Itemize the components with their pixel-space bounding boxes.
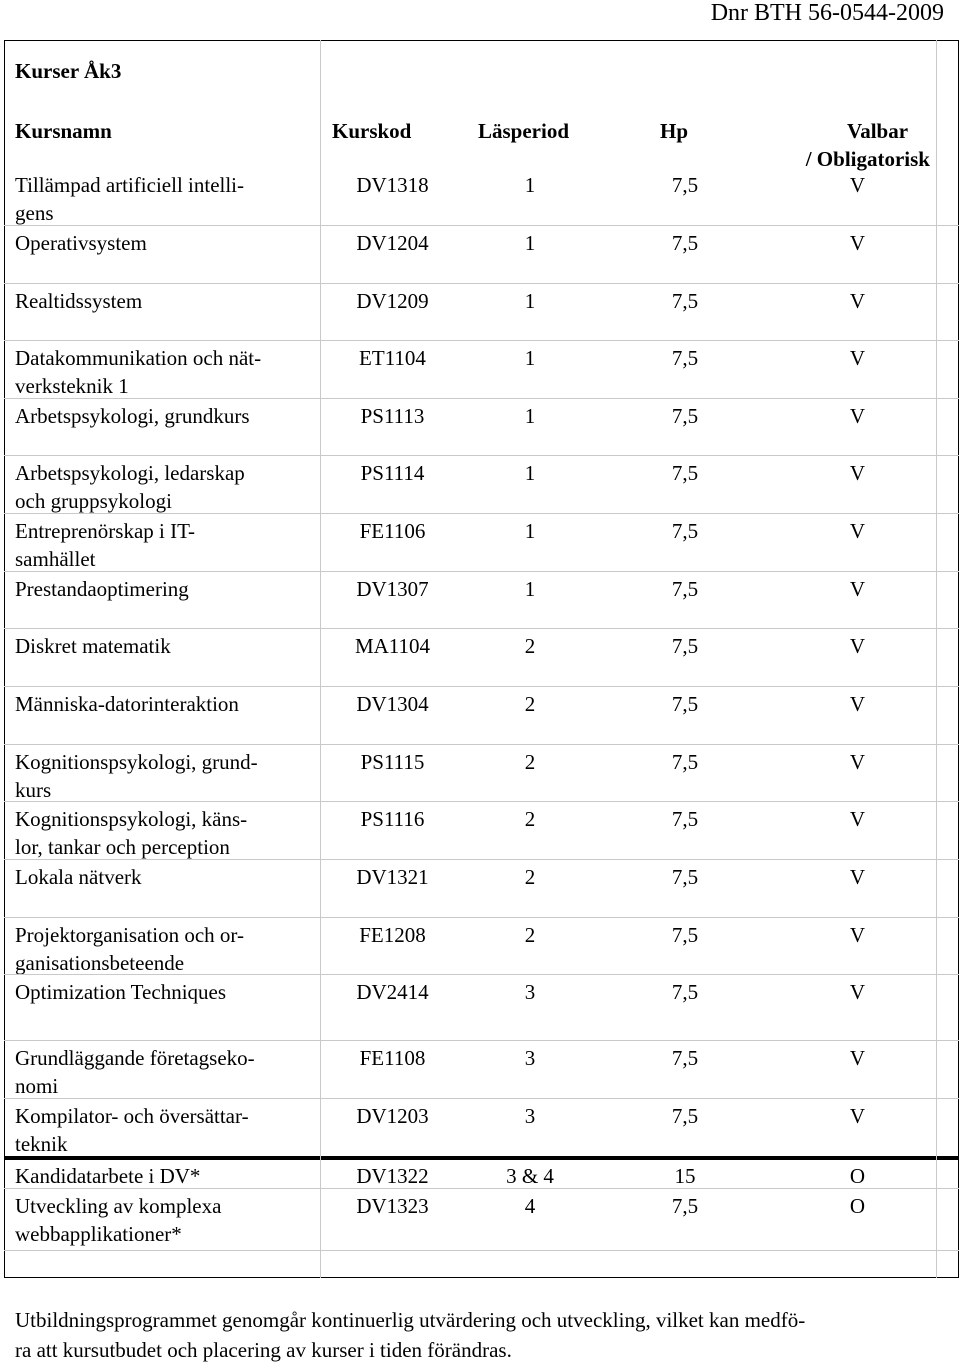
period-cell: 2 (524, 923, 536, 947)
course-name-cell: Optimization Techniques (15, 980, 227, 1004)
period-cell: 4 (524, 1194, 536, 1218)
table-title: Kurser Åk3 (15, 59, 122, 83)
hp-cell: 7,5 (671, 865, 699, 889)
hp-cell: 7,5 (671, 231, 699, 255)
hp-cell: 7,5 (671, 346, 699, 370)
hp-cell: 7,5 (671, 289, 699, 313)
row-divider (4, 513, 959, 514)
course-name-cell: Realtidssystem (15, 289, 143, 313)
type-cell: V (849, 692, 866, 716)
course-code-cell: ET1104 (359, 346, 426, 370)
type-cell: V (849, 1046, 866, 1070)
course-name-cell: Diskret matematik (15, 634, 171, 658)
course-name-cell: Operativsystem (15, 231, 147, 255)
column-header-type-line2: / Obligatorisk (805, 147, 930, 171)
row-divider (4, 1098, 959, 1099)
course-name-cell: Datakommunikation och nät- verksteknik 1 (15, 346, 262, 398)
period-cell: 1 (524, 173, 536, 197)
course-name-cell: Entreprenörskap i IT- samhället (15, 519, 195, 571)
column-header-code: Kurskod (332, 119, 412, 143)
type-cell: V (849, 173, 866, 197)
course-name-cell: Prestandaoptimering (15, 577, 189, 601)
hp-cell: 7,5 (671, 807, 699, 831)
course-name-cell: Projektorganisation och or- ganisationsbeteende (15, 923, 244, 975)
type-cell: V (849, 461, 866, 485)
period-cell: 3 (524, 1046, 536, 1070)
period-cell: 2 (524, 807, 536, 831)
type-cell: O (849, 1164, 866, 1188)
hp-cell: 15 (674, 1164, 696, 1188)
period-cell: 2 (524, 634, 536, 658)
hp-cell: 7,5 (671, 692, 699, 716)
course-code-cell: MA1104 (354, 634, 431, 658)
row-divider (4, 801, 959, 802)
course-name-cell: Kognitionspsykologi, käns- lor, tankar och perception (15, 807, 248, 859)
course-name-cell: Tillämpad artificiell intelli- gens (15, 173, 245, 225)
row-divider (4, 1188, 959, 1189)
course-code-cell: PS1114 (360, 461, 425, 485)
period-cell: 2 (524, 750, 536, 774)
type-cell: V (849, 346, 866, 370)
type-cell: V (849, 231, 866, 255)
type-cell: V (849, 289, 866, 313)
hp-cell: 7,5 (671, 461, 699, 485)
period-cell: 2 (524, 692, 536, 716)
type-cell: V (849, 865, 866, 889)
row-divider (4, 628, 959, 629)
period-cell: 1 (524, 461, 536, 485)
footer-note: Utbildningsprogrammet genomgår kontinuerlig utvärdering och utveckling, vilket kan medfö- ra att kursutbudet och placering av kurser i tiden förändras. (15, 1308, 806, 1362)
type-cell: V (849, 923, 866, 947)
column-divider (936, 40, 937, 1278)
course-code-cell: FE1106 (359, 519, 426, 543)
row-divider (4, 1040, 959, 1041)
course-name-cell: Människa-datorinteraktion (15, 692, 239, 716)
period-cell: 1 (524, 231, 536, 255)
row-divider (4, 398, 959, 399)
type-cell: V (849, 634, 866, 658)
course-name-cell: Kompilator- och översättar- teknik (15, 1104, 249, 1156)
row-divider (4, 340, 959, 341)
period-cell: 3 (524, 1104, 536, 1128)
column-header-period: Läsperiod (478, 119, 570, 143)
column-header-hp: Hp (660, 119, 689, 143)
course-code-cell: FE1108 (359, 1046, 426, 1070)
course-name-cell: Utveckling av komplexa webbapplikationer* (15, 1194, 222, 1246)
column-header-type-line1: Valbar (846, 119, 909, 143)
row-divider (4, 1250, 959, 1251)
hp-cell: 7,5 (671, 750, 699, 774)
row-divider (4, 917, 959, 918)
type-cell: O (849, 1194, 866, 1218)
course-code-cell: PS1113 (360, 404, 425, 428)
period-cell: 1 (524, 577, 536, 601)
hp-cell: 7,5 (671, 404, 699, 428)
hp-cell: 7,5 (671, 980, 699, 1004)
type-cell: V (849, 577, 866, 601)
course-code-cell: DV1323 (356, 1194, 429, 1218)
course-code-cell: DV1318 (356, 173, 429, 197)
row-divider (4, 744, 959, 745)
row-divider (4, 455, 959, 456)
period-cell: 1 (524, 404, 536, 428)
course-code-cell: PS1115 (360, 750, 425, 774)
row-divider (4, 571, 959, 572)
course-code-cell: FE1208 (359, 923, 426, 947)
course-code-cell: DV1304 (356, 692, 429, 716)
type-cell: V (849, 807, 866, 831)
course-name-cell: Grundläggande företagseko- nomi (15, 1046, 255, 1098)
row-divider (4, 859, 959, 860)
period-cell: 1 (524, 289, 536, 313)
type-cell: V (849, 519, 866, 543)
hp-cell: 7,5 (671, 519, 699, 543)
course-code-cell: DV1204 (356, 231, 429, 255)
type-cell: V (849, 980, 866, 1004)
type-cell: V (849, 1104, 866, 1128)
row-divider (4, 1156, 959, 1160)
row-divider (4, 283, 959, 284)
hp-cell: 7,5 (671, 173, 699, 197)
course-code-cell: DV1321 (356, 865, 429, 889)
course-code-cell: DV1209 (356, 289, 429, 313)
course-code-cell: DV1322 (356, 1164, 429, 1188)
course-code-cell: PS1116 (360, 807, 425, 831)
course-name-cell: Lokala nätverk (15, 865, 142, 889)
period-cell: 1 (524, 519, 536, 543)
hp-cell: 7,5 (671, 1104, 699, 1128)
course-code-cell: DV1307 (356, 577, 429, 601)
course-name-cell: Arbetspsykologi, grundkurs (15, 404, 250, 428)
hp-cell: 7,5 (671, 1046, 699, 1070)
row-divider (4, 974, 959, 975)
course-name-cell: Arbetspsykologi, ledarskap och gruppsykologi (15, 461, 245, 513)
course-name-cell: Kognitionspsykologi, grund- kurs (15, 750, 258, 802)
period-cell: 2 (524, 865, 536, 889)
type-cell: V (849, 750, 866, 774)
period-cell: 1 (524, 346, 536, 370)
hp-cell: 7,5 (671, 577, 699, 601)
column-header-type (785, 117, 930, 173)
column-divider (320, 40, 321, 1278)
period-cell: 3 & 4 (506, 1164, 554, 1188)
period-cell: 3 (524, 980, 536, 1004)
document-number: Dnr BTH 56-0544-2009 (710, 0, 944, 26)
course-name-cell: Kandidatarbete i DV* (15, 1164, 201, 1188)
hp-cell: 7,5 (671, 634, 699, 658)
row-divider (4, 225, 959, 226)
course-code-cell: DV1203 (356, 1104, 429, 1128)
hp-cell: 7,5 (671, 1194, 699, 1218)
row-divider (4, 686, 959, 687)
hp-cell: 7,5 (671, 923, 699, 947)
type-cell: V (849, 404, 866, 428)
course-code-cell: DV2414 (356, 980, 429, 1004)
column-header-name: Kursnamn (15, 119, 112, 143)
